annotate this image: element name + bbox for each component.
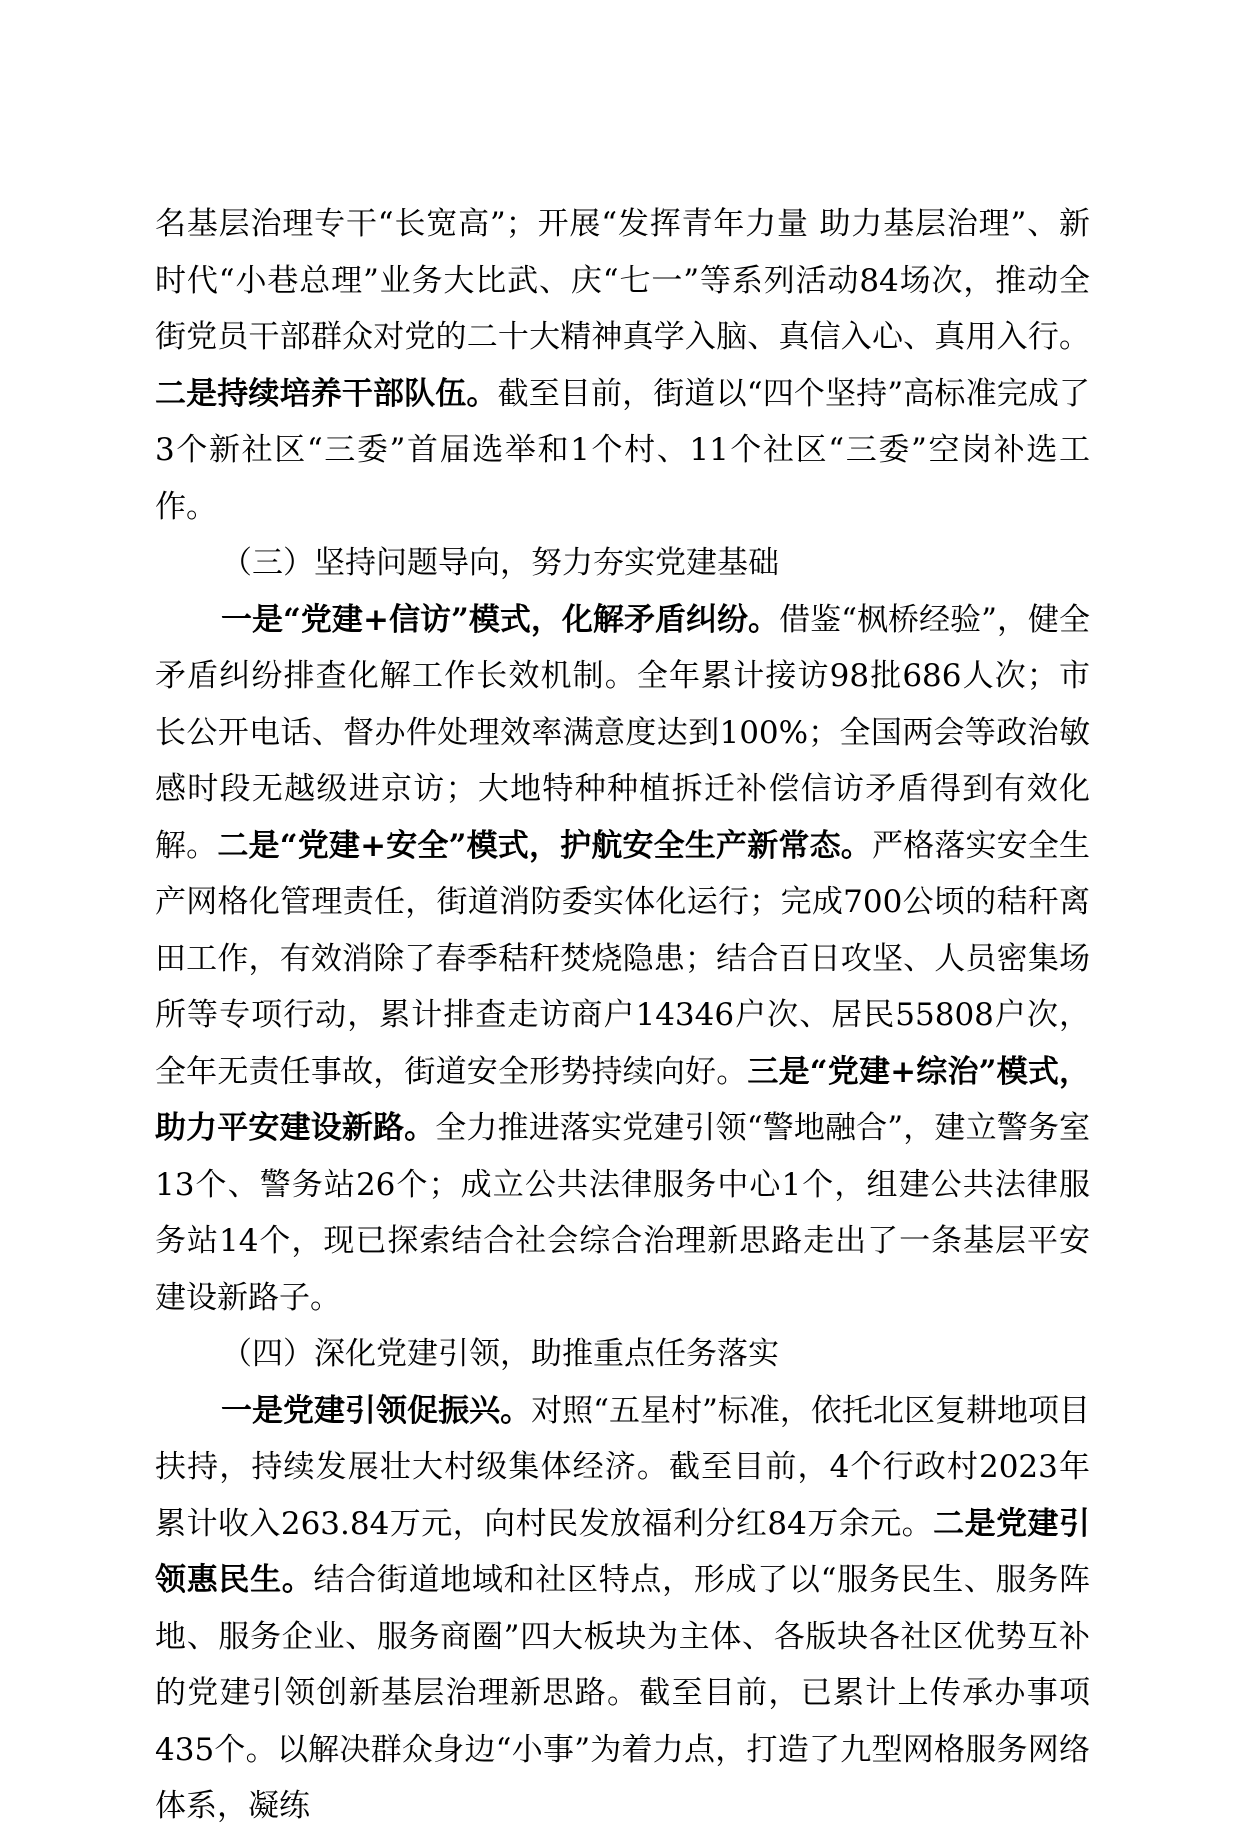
section-heading bbox=[155, 1326, 1090, 1383]
bold-lead-phrase: 二是党建引领惠民生。 bbox=[155, 1505, 1090, 1598]
text-run: 严格落实安全生产网格化管理责任，街道消防委实体化运行；完成700公顷的秸秆离田工作，有效消除了春季秸秆焚烧隐患；结合百日攻坚、人员密集场所等专项行动，累计排查走访商户14346户次、居民55808户次，全年无责任事故，街道安全形势持续向好。 bbox=[155, 827, 1091, 1090]
bold-lead-phrase: 一是“党建+信访”模式，化解矛盾纠纷。 bbox=[221, 601, 780, 638]
bold-lead-phrase: 二是“党建+安全”模式，护航安全生产新常态。 bbox=[217, 827, 872, 864]
bold-lead-phrase: 三是“党建+综治”模式，助力平安建设新路。 bbox=[155, 1053, 1091, 1146]
text-run: 名基层治理专干“长宽高”；开展“发挥青年力量 助力基层治理”、新时代“小巷总理”业务大比武、庆“七一”等系列活动84场次，推动全街党员干部群众对党的二十大精神真学入脑、真信入心、真用入行。 bbox=[155, 206, 1090, 355]
body-paragraph bbox=[155, 592, 1090, 1327]
body-paragraph bbox=[155, 1383, 1090, 1835]
bold-lead-phrase: 一是党建引领促振兴。 bbox=[221, 1392, 532, 1429]
document-body bbox=[155, 196, 1090, 1835]
section-heading bbox=[155, 535, 1090, 592]
bold-lead-phrase: 二是持续培养干部队伍。 bbox=[155, 375, 498, 412]
text-run: 结合街道地域和社区特点，形成了以“服务民生、服务阵地、服务企业、服务商圈”四大板块为主体、各版块各社区优势互补的党建引领创新基层治理新思路。截至目前，已累计上传承办事项435个。以解决群众身边“小事”为着力点，打造了九型网格服务网络体系，凝练 bbox=[155, 1562, 1090, 1824]
text-run: 对照“五星村”标准，依托北区复耕地项目扶持，持续发展壮大村级集体经济。截至目前，4个行政村2023年累计收入263.84万元，向村民发放福利分红84万余元。 bbox=[155, 1392, 1090, 1542]
text-run: （三）坚持问题导向，努力夯实党建基础 bbox=[221, 545, 779, 581]
text-run: 截至目前，街道以“四个坚持”高标准完成了3个新社区“三委”首届选举和1个村、11个社区“三委”空岗补选工作。 bbox=[155, 375, 1090, 525]
text-run: 全力推进落实党建引领“警地融合”，建立警务室13个、警务站26个；成立公共法律服务中心1个，组建公共法律服务站14个，现已探索结合社会综合治理新思路走出了一条基层平安建设新路子。 bbox=[155, 1110, 1090, 1316]
body-paragraph bbox=[155, 196, 1090, 535]
text-run: 借鉴“枫桥经验”，健全矛盾纠纷排查化解工作长效机制。全年累计接访98批686人次；市长公开电话、督办件处理效率满意度达到100%；全国两会等政治敏感时段无越级进京访；大地特种种植拆迁补偿信访矛盾得到有效化解。 bbox=[155, 601, 1090, 864]
text-run: （四）深化党建引领，助推重点任务落实 bbox=[221, 1336, 779, 1372]
